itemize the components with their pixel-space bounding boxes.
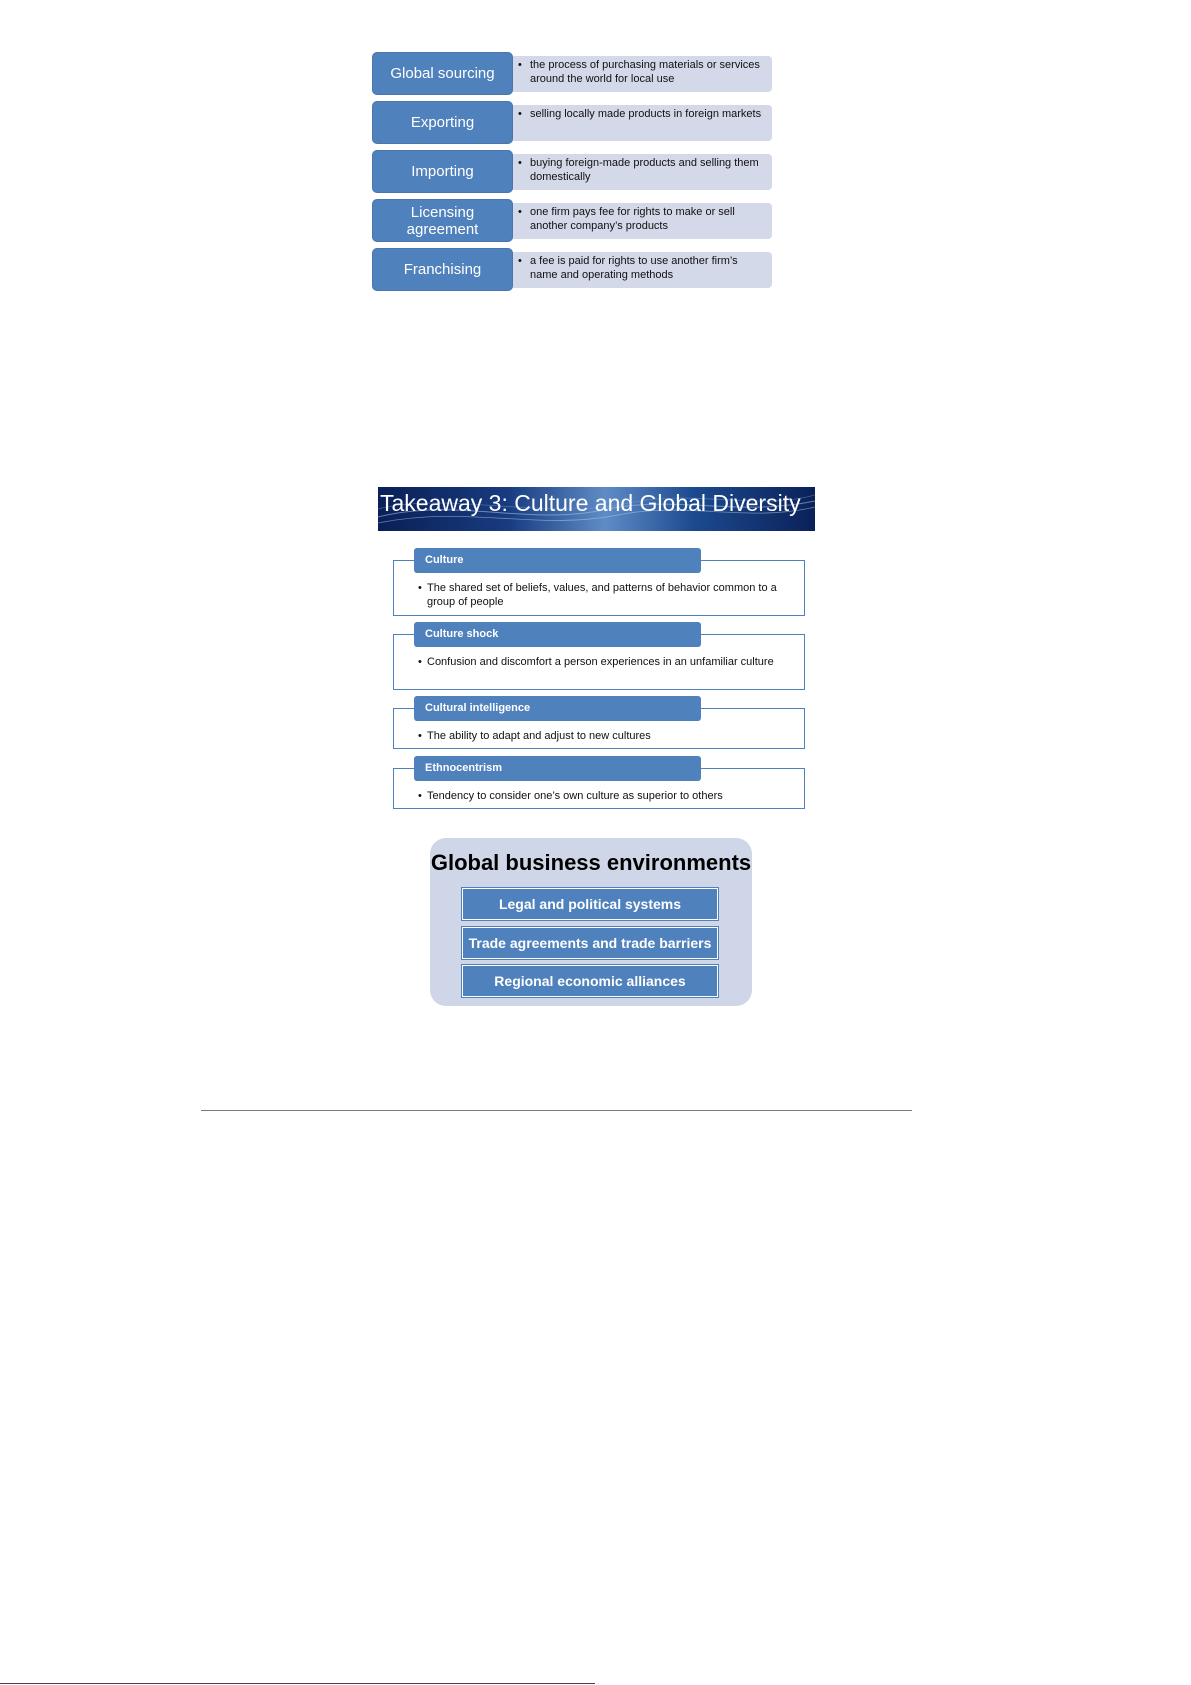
culture-label: Cultural intelligence — [414, 696, 701, 721]
entry-definition-text: one firm pays fee for rights to make or sell another company’s products — [530, 206, 735, 232]
bullet-icon: • — [518, 108, 522, 120]
entry-definition-text: buying foreign-made products and selling them domestically — [530, 157, 759, 183]
entry-term: Franchising — [372, 248, 513, 291]
entry-row-exporting — [372, 101, 772, 147]
entry-term: Exporting — [372, 101, 513, 144]
entry-term: Importing — [372, 150, 513, 193]
culture-label: Culture shock — [414, 622, 701, 647]
culture-text-content: The ability to adapt and adjust to new cultures — [427, 730, 651, 742]
entry-definition — [510, 154, 772, 190]
entry-definition-text: selling locally made products in foreign markets — [530, 108, 762, 120]
bullet-icon: • — [418, 790, 422, 802]
bullet-icon: • — [518, 255, 522, 267]
slide-header — [378, 487, 815, 531]
culture-text — [418, 789, 793, 803]
bottom-divider — [0, 1683, 595, 1684]
entry-term: Licensing agreement — [372, 199, 513, 242]
bullet-icon: • — [418, 582, 422, 594]
bullet-icon: • — [418, 730, 422, 742]
entry-definition — [510, 252, 772, 288]
bullet-icon: • — [518, 206, 522, 218]
environment-item: Trade agreements and trade barriers — [462, 927, 718, 959]
culture-label: Ethnocentrism — [414, 756, 701, 781]
entry-definition-text: the process of purchasing materials or services around the world for local use — [530, 59, 760, 85]
footer-divider — [201, 1110, 912, 1111]
culture-label: Culture — [414, 548, 701, 573]
bullet-icon: • — [418, 656, 422, 668]
culture-item-ethnocentrism — [393, 756, 807, 812]
culture-item-culture-shock — [393, 622, 807, 692]
slide-title: Takeaway 3: Culture and Global Diversity — [380, 490, 801, 516]
culture-item-culture — [393, 548, 807, 618]
entry-definition — [510, 56, 772, 92]
entry-methods-diagram — [372, 52, 772, 297]
culture-text-content: Tendency to consider one’s own culture as superior to others — [427, 790, 723, 802]
environment-item: Regional economic alliances — [462, 965, 718, 997]
bullet-icon: • — [518, 157, 522, 169]
culture-text-content: The shared set of beliefs, values, and patterns of behavior common to a group of people — [427, 582, 777, 608]
global-environments-box — [430, 838, 752, 1006]
culture-text — [418, 729, 793, 743]
entry-row-franchising — [372, 248, 772, 294]
bullet-icon: • — [518, 59, 522, 71]
culture-text-content: Confusion and discomfort a person experiences in an unfamiliar culture — [427, 656, 774, 668]
culture-text — [418, 655, 793, 669]
culture-text — [418, 581, 793, 609]
entry-definition — [510, 105, 772, 141]
environments-title: Global business environments — [430, 850, 752, 875]
entry-term: Global sourcing — [372, 52, 513, 95]
entry-definition-text: a fee is paid for rights to use another firm’s name and operating methods — [530, 255, 738, 281]
culture-item-cultural-intelligence — [393, 696, 807, 752]
entry-row-licensing-agreement — [372, 199, 772, 245]
environment-item: Legal and political systems — [462, 888, 718, 920]
entry-row-importing — [372, 150, 772, 196]
entry-definition — [510, 203, 772, 239]
entry-row-global-sourcing — [372, 52, 772, 98]
